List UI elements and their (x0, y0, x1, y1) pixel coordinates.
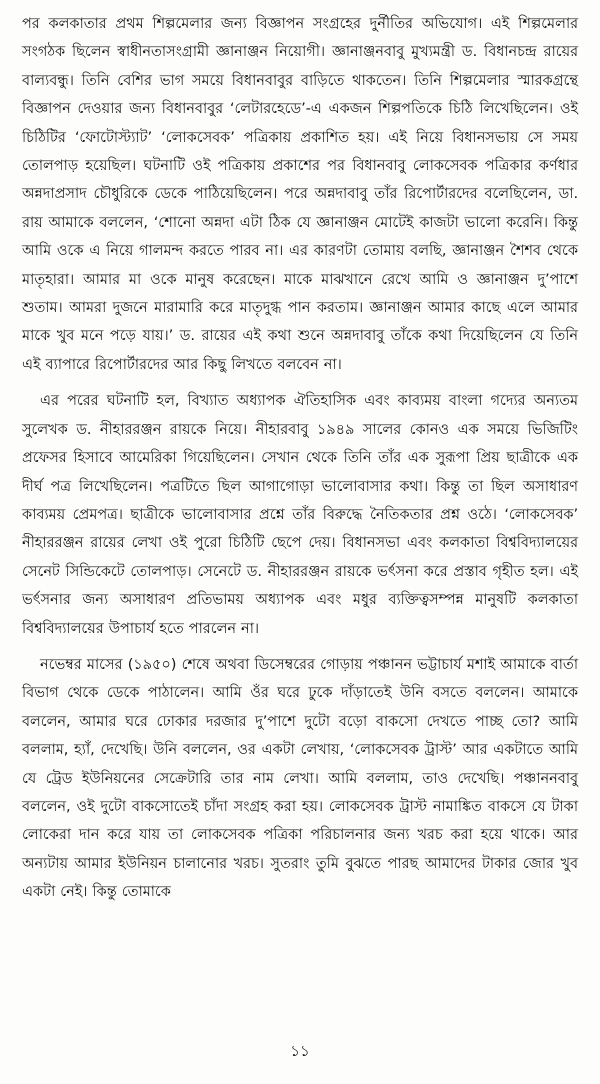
page-number: ১১ (290, 1042, 310, 1060)
paragraph-1: পর কলকাতার প্রথম শিল্পমেলার জন্য বিজ্ঞাপন সংগ্রহের দুর্নীতির অভিযোগ। এই শিল্পমেলার সংগঠক ছিলেন স্বাধীনতাসংগ্রামী জ্ঞানাঞ্জন নিয়োগী। জ্ঞানাঞ্জনবাবু মুখ্যমন্ত্রী ড. বিধানচন্দ্র রায়ের বাল্যবন্ধু। তিনি বেশির ভাগ সময়ে বিধানবাবুর বাড়িতে থাকতেন। তিনি শিল্পমেলার স্মারকগ্রন্থে বিজ্ঞাপন দেওয়ার জন্য বিধানবাবুর ‘লেটারহেডে’-এ একজন শিল্পপতিকে চিঠি লিখেছিলেন। ওই চিঠিটির ‘ফোটোস্ট্যাট’ ‘লোকসেবক’ পত্রিকায় প্রকাশিত হয়। এই নিয়ে বিধানসভায় সে সময় তোলপাড় হয়েছিল। ঘটনাটি ওই পত্রিকায় প্রকাশের পর বিধানবাবু লোকসেবক পত্রিকার কর্ণধার অন্নদাপ্রসাদ চৌধুরিকে ডেকে পাঠিয়েছিলেন। পরে অন্নদাবাবু তাঁর রিপোর্টারদের বলেছিলেন, ডা. রায় আমাকে বললেন, ‘শোনো অন্নদা এটা ঠিক যে জ্ঞানাঞ্জন মোটেই কাজটা ভালো করেনি। কিন্তু আমি ওকে এ নিয়ে গালমন্দ করতে পারব না। এর কারণটা তোমায় বলছি, জ্ঞানাঞ্জন শৈশব থেকে মাতৃহারা। আমার মা ওকে মানুষ করেছেন। মাকে মাঝখানে রেখে আমি ও জ্ঞানাঞ্জন দু’পাশে শুতাম। আমরা দুজনে মারামারি করে মাতৃদুগ্ধ পান করতাম। জ্ঞানাঞ্জন আমার কাছে এলে আমার মাকে খুব মনে পড়ে যায়।’ ড. রায়ের এই কথা শুনে অন্নদাবাবু তাঁকে কথা দিয়েছিলেন যে তিনি এই ব্যাপারে রিপোর্টারদের আর কিছু লিখতে বলবেন না। (22, 15, 578, 373)
paragraph-2: এর পরের ঘটনাটি হল, বিখ্যাত অধ্যাপক ঐতিহাসিক এবং কাব্যময় বাংলা গদ্যের অন্যতম সুলেখক ড. নীহাররঞ্জন রায়কে নিয়ে। নীহারবাবু ১৯৪৯ সালের কোনও এক সময়ে ভিজিটিং প্রফেসর হিসাবে আমেরিকা গিয়েছিলেন। সেখান থেকে তিনি তাঁর এক সুরূপা প্রিয় ছাত্রীকে এক দীর্ঘ পত্র লিখেছিলেন। পত্রটিতে ছিল আগাগোড়া ভালোবাসার কথা। কিন্তু তা ছিল অসাধারণ কাব্যময় প্রেমপত্র। ছাত্রীকে ভালোবাসার প্রশ্নে তাঁর বিরুদ্ধে নৈতিকতার প্রশ্ন ওঠে। ‘লোকসেবক’ নীহাররঞ্জন রায়ের লেখা ওই পুরো চিঠিটি ছেপে দেয়। বিধানসভা এবং কলকাতা বিশ্ববিদ্যালয়ের সেনেট সিন্ডিকেটে তোলপাড়। সেনেটে ড. নীহাররঞ্জন রায়কে ভর্ৎসনা করে প্রস্তাব গৃহীত হল। এই ভর্ৎসনার জন্য অসাধারণ প্রতিভাময় অধ্যাপক এবং মধুর ব্যক্তিত্বসম্পন্ন মানুষটি কলকাতা বিশ্ববিদ্যালয়ের উপাচার্য হতে পারলেন না। (22, 392, 578, 637)
paragraph-3: নভেম্বর মাসের (১৯৫০) শেষে অথবা ডিসেম্বরের গোড়ায় পঞ্চানন ভট্টাচার্য মশাই আমাকে বার্তা বিভাগ থেকে ডেকে পাঠালেন। আমি ওঁর ঘরে ঢুকে দাঁড়াতেই উনি বসতে বললেন। আমাকে বললেন, আমার ঘরে ঢোকার দরজার দু’পাশে দুটো বড়ো বাকসো দেখতে পাচ্ছ তো? আমি বললাম, হ্যাঁ, দেখেছি। উনি বললেন, ওর একটা লেখায়, ‘লোকসেবক ট্রাস্ট’ আর একটাতে আমি যে ট্রেড ইউনিয়নের সেক্রেটারি তার নাম লেখা। আমি বললাম, তাও দেখেছি। পঞ্চাননবাবু বললেন, ওই দুটো বাকসোতেই চাঁদা সংগ্রহ করা হয়। লোকসেবক ট্রাস্ট নামাঙ্কিত বাকসে যে টাকা লোকেরা দান করে যায় তা লোকসেবক পত্রিকা পরিচালনার জন্য খরচ করা হয়ে থাকে। আর অন্যটায় আমার ইউনিয়ন চালানোর খরচ। সুতরাং তুমি বুঝতে পারছ আমাদের টাকার জোর খুব একটা নেই। কিন্তু তোমাকে (22, 655, 578, 901)
